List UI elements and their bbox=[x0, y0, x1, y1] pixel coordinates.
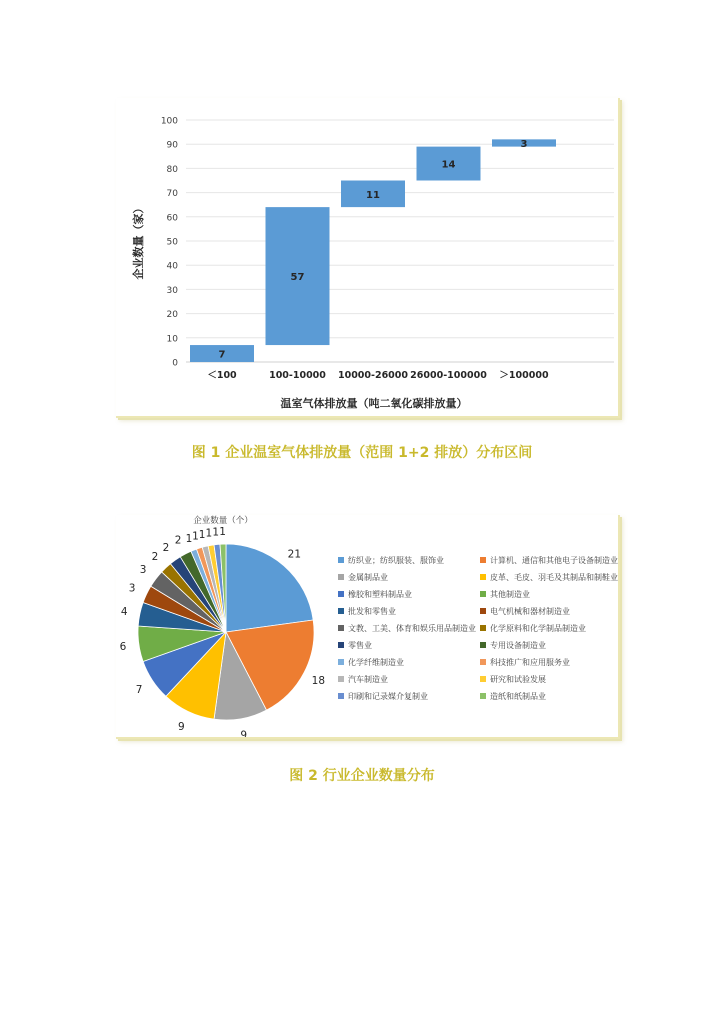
slice-value-label: 1 bbox=[192, 530, 199, 543]
legend-swatch bbox=[480, 574, 486, 580]
legend-label: 造纸和纸制品业 bbox=[490, 692, 546, 701]
legend-swatch bbox=[480, 693, 486, 699]
legend-label: 金属制品业 bbox=[348, 573, 388, 582]
y-tick-label: 90 bbox=[166, 140, 178, 151]
y-tick-label: 60 bbox=[166, 213, 178, 224]
legend-swatch bbox=[480, 557, 486, 563]
legend-swatch bbox=[480, 591, 486, 597]
y-axis-title: 企业数量（家） bbox=[132, 202, 145, 280]
legend-swatch bbox=[338, 676, 344, 682]
y-tick-label: 80 bbox=[166, 164, 178, 175]
legend-label: 专用设备制造业 bbox=[490, 641, 546, 650]
legend-label: 纺织业；纺织服装、服饰业 bbox=[348, 556, 444, 565]
legend-swatch bbox=[338, 625, 344, 631]
legend-label: 文教、工美、体育和娱乐用品制造业 bbox=[348, 624, 476, 633]
bar-value-label: 3 bbox=[520, 138, 528, 150]
legend-swatch bbox=[338, 642, 344, 648]
legend-label: 印刷和记录媒介复制业 bbox=[348, 692, 428, 701]
legend-swatch bbox=[480, 642, 486, 648]
waterfall-chart-panel bbox=[116, 98, 620, 418]
slice-value-label: 1 bbox=[219, 526, 226, 539]
slice-value-label: 1 bbox=[198, 528, 206, 541]
y-tick-label: 30 bbox=[166, 285, 178, 296]
x-tick-label: ＞100000 bbox=[499, 370, 549, 381]
legend-swatch bbox=[338, 659, 344, 665]
slice-value-label: 6 bbox=[119, 641, 127, 654]
slice-value-label: 7 bbox=[135, 684, 143, 697]
figure1-caption: 图 1 企业温室气体排放量（范围 1+2 排放）分布区间 bbox=[191, 445, 533, 461]
y-tick-label: 0 bbox=[172, 358, 178, 369]
slice-value-label: 9 bbox=[240, 729, 248, 737]
slice-value-label: 2 bbox=[151, 550, 159, 563]
y-tick-label: 10 bbox=[166, 334, 178, 345]
y-tick-label: 70 bbox=[166, 189, 178, 200]
legend-label: 橡胶和塑料制品业 bbox=[348, 590, 412, 599]
x-tick-label: 100-10000 bbox=[269, 370, 326, 381]
legend-swatch bbox=[338, 557, 344, 563]
pie-title: 企业数量（个） bbox=[193, 516, 253, 526]
x-tick-label: ＜100 bbox=[207, 370, 237, 381]
legend-swatch bbox=[338, 608, 344, 614]
y-tick-label: 50 bbox=[166, 237, 178, 248]
legend-swatch bbox=[480, 659, 486, 665]
legend-label: 科技推广和应用服务业 bbox=[490, 658, 570, 667]
slice-value-label: 3 bbox=[139, 564, 147, 577]
slice-value-label: 18 bbox=[311, 674, 326, 687]
slice-value-label: 3 bbox=[128, 582, 136, 595]
x-axis-title: 温室气体排放量（吨二氧化碳排放量） bbox=[280, 397, 468, 410]
bar-value-label: 57 bbox=[290, 272, 305, 284]
slice-value-label: 9 bbox=[177, 720, 185, 733]
x-tick-label: 10000-26000 bbox=[337, 370, 409, 381]
legend-label: 批发和零售业 bbox=[348, 607, 396, 616]
legend-swatch bbox=[480, 608, 486, 614]
legend-swatch bbox=[338, 693, 344, 699]
legend-swatch bbox=[338, 574, 344, 580]
legend-label: 计算机、通信和其他电子设备制造业 bbox=[490, 556, 618, 565]
slice-value-label: 1 bbox=[185, 533, 193, 546]
waterfall-chart bbox=[116, 98, 618, 416]
slice-value-label: 21 bbox=[287, 548, 302, 561]
y-tick-label: 100 bbox=[160, 116, 178, 127]
slice-value-label: 2 bbox=[174, 534, 182, 547]
y-tick-label: 20 bbox=[166, 310, 178, 321]
legend-label: 零售业 bbox=[348, 641, 372, 650]
slice-value-label: 2 bbox=[162, 542, 170, 555]
slice-value-label: 1 bbox=[212, 526, 220, 539]
legend-label: 研究和试验发展 bbox=[490, 675, 546, 684]
legend-label: 化学原料和化学制品制造业 bbox=[490, 624, 586, 633]
legend-swatch bbox=[480, 676, 486, 682]
legend-label: 汽车制造业 bbox=[348, 675, 388, 684]
legend-label: 其他制造业 bbox=[490, 590, 530, 599]
x-tick-label: 26000-100000 bbox=[410, 370, 487, 381]
legend-label: 皮革、毛皮、羽毛及其制品和制鞋业 bbox=[490, 573, 618, 582]
legend-label: 化学纤维制造业 bbox=[348, 658, 404, 667]
bar-value-label: 11 bbox=[366, 189, 380, 201]
pie-chart bbox=[116, 515, 618, 737]
pie-chart-panel bbox=[116, 515, 620, 739]
figure2-caption: 图 2 行业企业数量分布 bbox=[289, 768, 435, 784]
bar-value-label: 7 bbox=[218, 349, 226, 361]
slice-value-label: 4 bbox=[120, 605, 128, 618]
slice-value-label: 1 bbox=[205, 527, 213, 540]
legend-swatch bbox=[338, 591, 344, 597]
bar-value-label: 14 bbox=[441, 159, 456, 171]
legend-label: 电气机械和器材制造业 bbox=[490, 607, 570, 616]
y-tick-label: 40 bbox=[166, 261, 178, 272]
legend-swatch bbox=[480, 625, 486, 631]
